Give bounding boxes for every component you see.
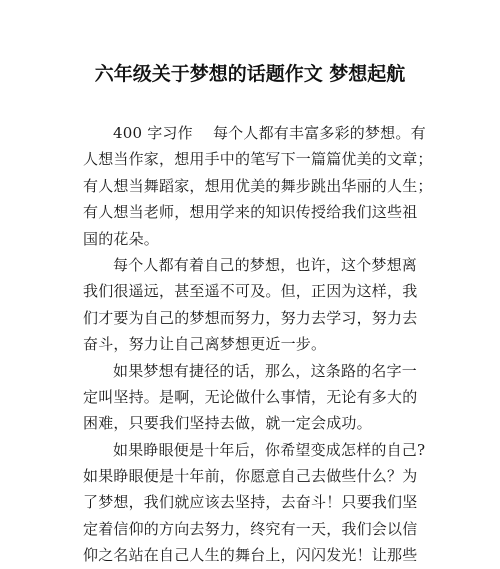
essay-line: 仰之名站在自己人生的舞台上，闪闪发光！让那些 — [83, 546, 418, 565]
essay-line: 困难，只要我们坚持去做，就一定会成功。 — [83, 414, 372, 433]
essay-line: 如果睁眼便是十年后，你希望变成怎样的自己? — [113, 440, 426, 459]
document-title: 六年级关于梦想的话题作文 梦想起航 — [94, 63, 406, 85]
essay-line: 有人想当老师，想用学来的知识传授给我们这些祖 — [83, 203, 418, 222]
essay-line: 定着信仰的方向去努力，终究有一天，我们会以信 — [83, 519, 418, 538]
essay-line: 了梦想，我们就应该去坚持，去奋斗！只要我们坚 — [83, 493, 418, 512]
essay-line: 奋斗，努力让自己离梦想更近一步。 — [83, 335, 327, 354]
essay-line: 们才要为自己的梦想而努力，努力去学习，努力去 — [83, 308, 418, 327]
essay-line: 我们很遥远，甚至遥不可及。但，正因为这样，我 — [83, 282, 418, 301]
essay-line: 400 字习作 每个人都有丰富多彩的梦想。有 — [113, 124, 426, 142]
essay-line: 定叫坚持。是啊，无论做什么事情，无论有多大的 — [83, 387, 418, 406]
essay-line: 如果梦想有捷径的话，那么，这条路的名字一 — [113, 361, 418, 380]
essay-line: 国的花朵。 — [83, 229, 160, 248]
essay-line: 如果睁眼便是十年前，你愿意自己去做些什么？为 — [83, 467, 418, 486]
essay-line: 每个人都有着自己的梦想，也许，这个梦想离 — [113, 255, 418, 274]
essay-body — [83, 120, 433, 569]
essay-line: 有人想当舞蹈家，想用优美的舞步跳出华丽的人生； — [83, 176, 433, 195]
essay-line: 人想当作家，想用手中的笔写下一篇篇优美的文章； — [83, 150, 433, 169]
